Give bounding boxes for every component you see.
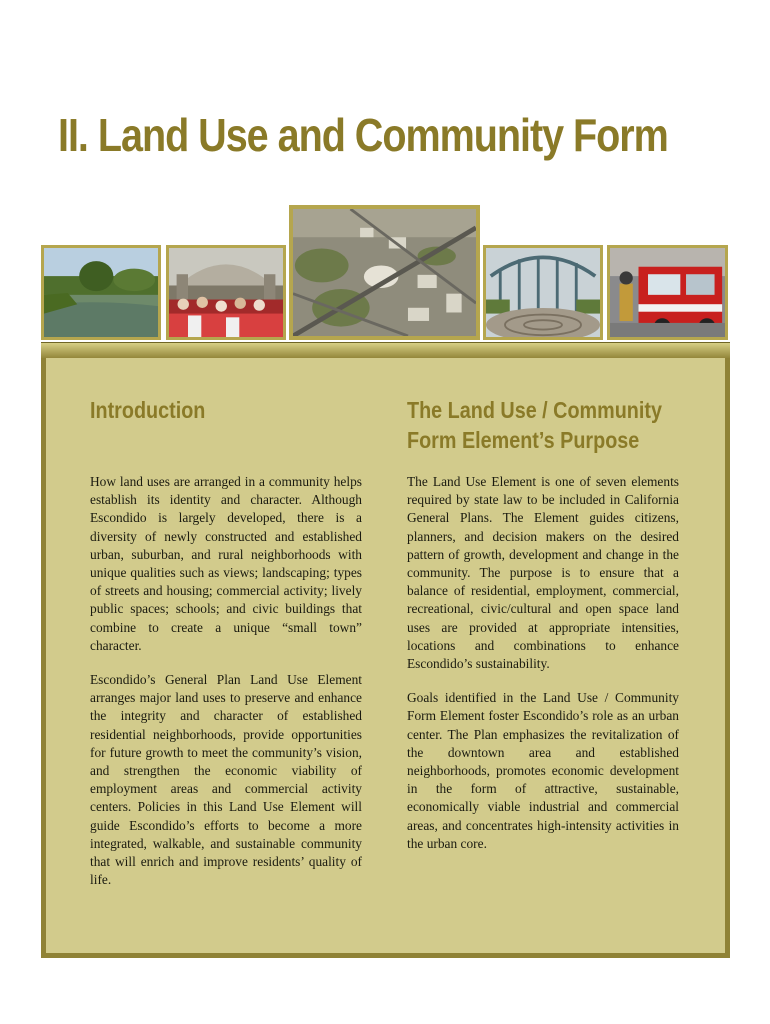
introduction-heading: Introduction (90, 397, 206, 423)
panel-top-bar (41, 342, 730, 359)
purpose-heading-line1: The Land Use / Community (407, 397, 662, 423)
introduction-paragraph: Escondido’s General Plan Land Use Element arranges major land uses to preserve and enhance the integrity and character of established residential neighborhoods, provide opportunities for future growth to meet the community’s vision, and strengthen the economic viability of employment areas and commercial activity centers. Policies in this Land Use Element will guide Escondido’s efforts to become a more integrated, walkable, and sustainable community that will enrich and improve residents’ quality of life. (90, 672, 362, 888)
page-title: II. Land Use and Community Form (58, 109, 668, 161)
purpose-paragraph: The Land Use Element is one of seven elements required by state law to be included in California General Plans. The Element guides citizens, planners, and decision makers on the desired pattern of growth, development and change in the community. The purpose is to ensure that a balance of residential, employment, commercial, recreational, civic/cultural and open space land uses are provided at appropriate intensities, locations and combinations to enhance Escondido’s sustainability. (407, 474, 679, 672)
river-landscape-photo (41, 245, 161, 340)
purpose-column (407, 473, 679, 869)
introduction-paragraph: How land uses are arranged in a community helps establish its identity and character. Although Escondido is largely developed, there is a diversity of newly constructed and established urban, suburban, and rural neighborhoods with unique qualities such as views; landscaping; types of streets and housing; commercial activity; lively public spaces; schools; and civic buildings that combine to create a unique “small town” character. (90, 474, 362, 653)
civic-plaza-photo (483, 245, 603, 340)
purpose-heading-line2: Form Element’s Purpose (407, 427, 640, 453)
fire-truck-photo (607, 245, 728, 340)
introduction-column (90, 473, 362, 905)
purpose-heading (407, 395, 662, 455)
community-crowd-photo (166, 245, 286, 340)
purpose-paragraph: Goals identified in the Land Use / Community Form Element foster Escondido’s role as an urban center. The Plan emphasizes the revitalization of the downtown area and established neighborhoods, promotes economic development in the form of attractive, sustainable, economically viable industrial and commercial areas, and concentrates high-intensity activities in the urban core. (407, 690, 679, 851)
aerial-city-photo (289, 205, 480, 340)
